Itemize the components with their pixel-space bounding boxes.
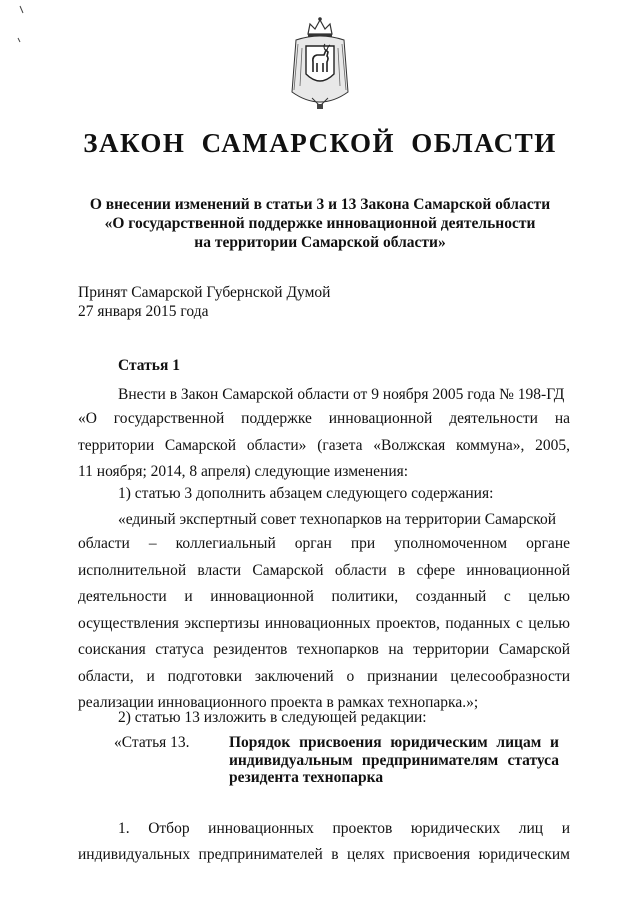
quote-line-7: области, и подготовки заключений о признании целесообразности [78,667,570,685]
subtitle-line-3: на территории Самарской области» [194,234,446,251]
article-13-title [229,734,559,787]
quote-line-6: соискания статуса резидентов технопарков на территории Самарской [78,641,570,658]
intro-line-4: 11 ноября; 2014, 8 апреля) следующие изменения: [78,463,409,480]
coat-of-arms-icon [286,14,354,114]
item-1: 1) статью 3 дополнить абзацем следующего содержания: [118,485,494,502]
quote-line-2: области – коллегиальный орган при уполномоченном органе [78,535,570,552]
article-13-title-line-2: индивидуальным предпринимателям статуса [229,751,559,769]
article-1-heading: Статья 1 [118,357,180,374]
adoption-line-1: Принят Самарской Губернской Думой [78,284,331,301]
article-13-label: «Статья 13. [114,734,190,751]
quote-block [78,531,570,717]
intro-line-2: «О государственной поддержке инновационной деятельности на [78,410,570,427]
subtitle-line-1: О внесении изменений в статьи 3 и 13 Закона Самарской области [89,196,551,213]
article-13-title-line-3: резидента технопарка [229,769,384,786]
document-title: ЗАКОН САМАРСКОЙ ОБЛАСТИ [83,128,557,158]
quote-line-8: реализации инновационного проекта в рамках технопарка.»; [78,694,479,711]
adoption-date: 27 января 2015 года [78,303,209,320]
item-2: 2) статью 13 изложить в следующей редакции: [118,709,427,726]
subtitle-line-2: «О государственной поддержке инновационной деятельности [104,215,536,232]
quote-line-4: деятельности и инновационной политики, созданный с целью [78,588,570,605]
point-1-line-1: 1. Отбор инновационных проектов юридических лиц и [118,820,570,837]
quote-line-3: исполнительной власти Самарской области в сфере инновационной [78,561,570,579]
quote-line-5: осуществления экспертизы инновационных проектов, поданных с целью [78,614,570,632]
quote-line-1: «единый экспертный совет технопарков на территории Самарской [118,511,557,528]
scan-marks [8,4,38,64]
intro-line-1: Внести в Закон Самарской области от 9 ноября 2005 года № 198-ГД [118,386,565,403]
intro-line-3: территории Самарской области» (газета «Волжская коммуна», 2005, [78,436,570,454]
point-1-line-2: индивидуальных предпринимателей в целях присвоения юридическим [78,846,570,863]
article-13-title-line-1: Порядок присвоения юридическим лицам и [229,734,559,751]
intro-block [78,406,570,486]
